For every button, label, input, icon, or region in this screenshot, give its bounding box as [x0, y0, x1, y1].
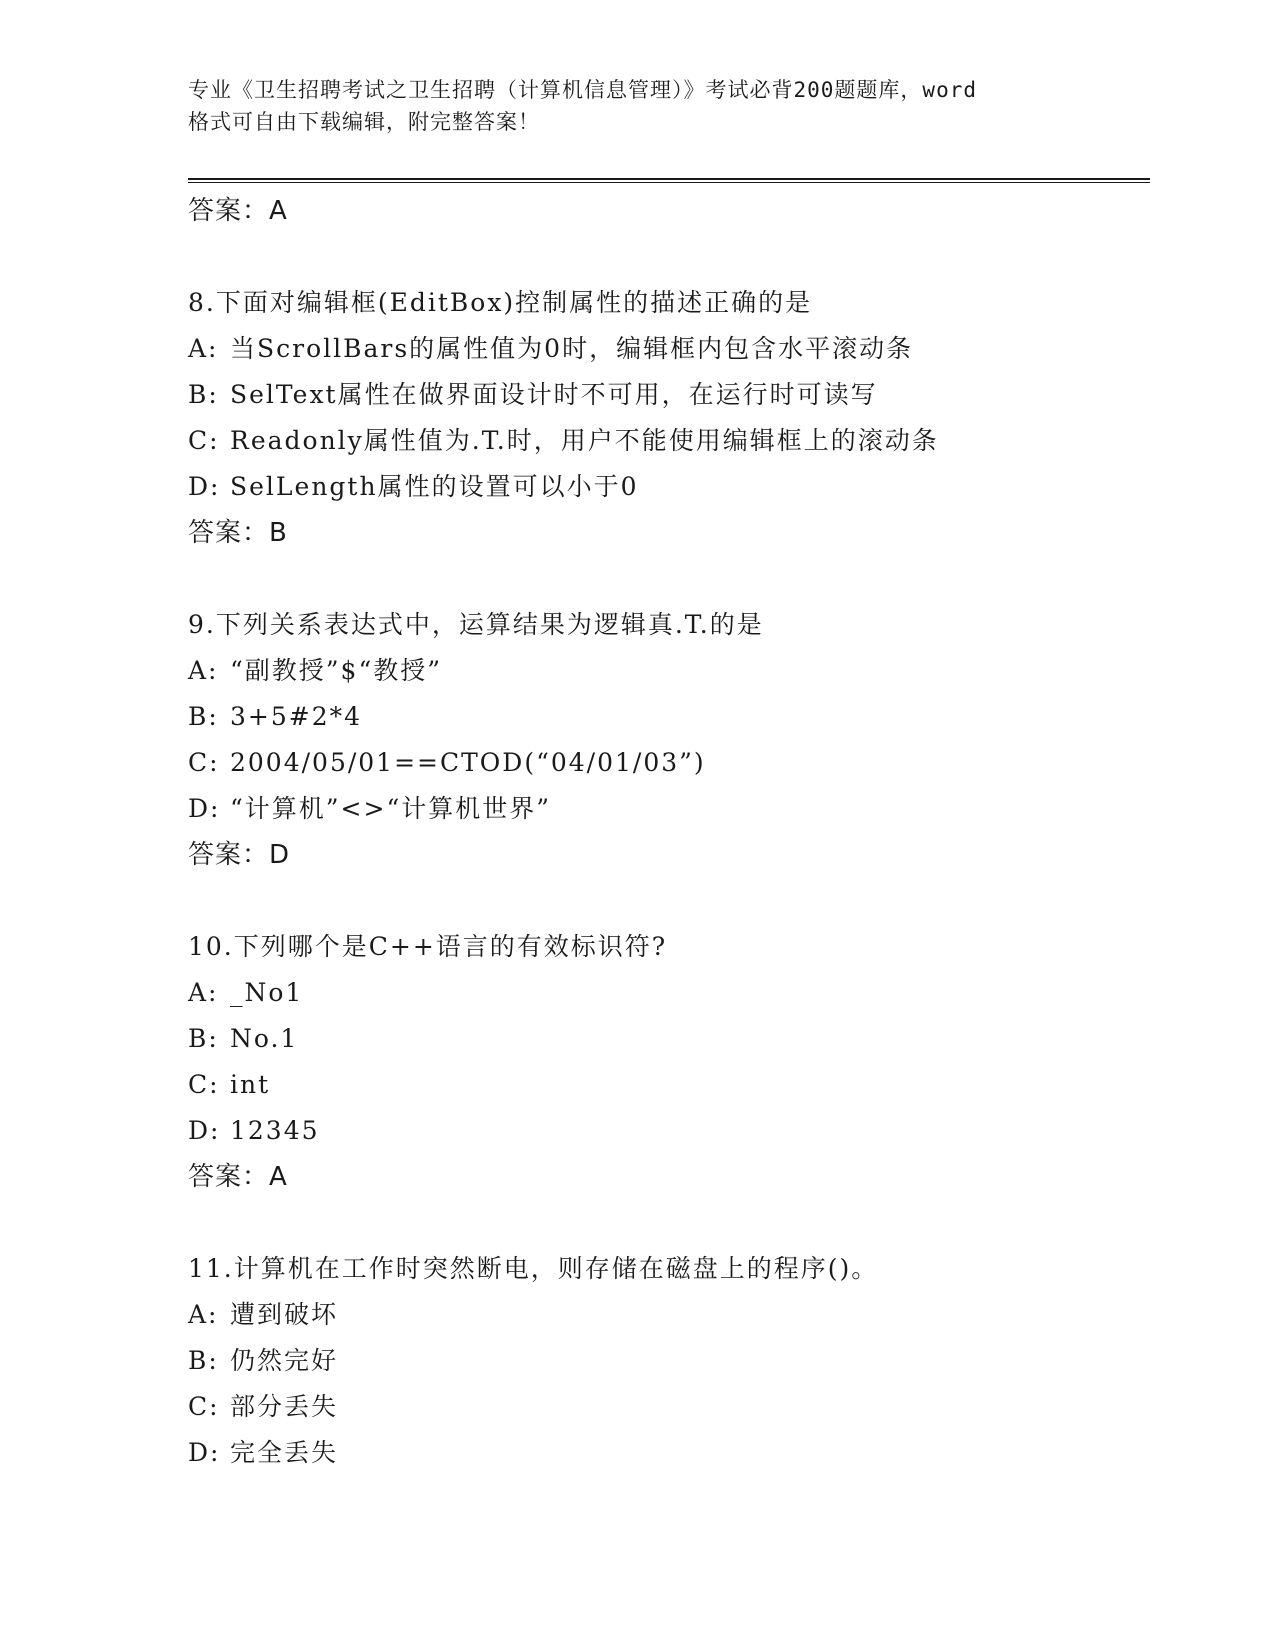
- option-key: A:: [188, 656, 219, 685]
- option-text: 2004/05/01==CTOD(“04/01/03”): [230, 748, 706, 777]
- option-text: 当ScrollBars的属性值为0时，编辑框内包含水平滚动条: [230, 334, 914, 363]
- option-key: C:: [188, 748, 220, 777]
- option-text: 部分丢失: [230, 1392, 339, 1421]
- question-block: [188, 1246, 1148, 1476]
- answer-line: 答案：D: [188, 840, 291, 870]
- option-text: No.1: [230, 1024, 299, 1053]
- header-line-2: 格式可自由下载编辑，附完整答案！: [188, 110, 540, 134]
- spacer: [188, 878, 1148, 924]
- header-line-1: 专业《卫生招聘考试之卫生招聘（计算机信息管理）》考试必背200题题库，word: [188, 78, 977, 102]
- option-d: [188, 1108, 1148, 1154]
- spacer: [188, 556, 1148, 602]
- option-b: [188, 1338, 1148, 1384]
- option-a: [188, 1292, 1148, 1338]
- option-text: SelLength属性的设置可以小于0: [230, 472, 639, 501]
- option-d: [188, 464, 1148, 510]
- option-text: Readonly属性值为.T.时，用户不能使用编辑框上的滚动条: [230, 426, 939, 455]
- option-key: D:: [188, 1116, 221, 1145]
- option-c: [188, 1384, 1148, 1430]
- option-a: [188, 326, 1148, 372]
- option-key: B:: [188, 380, 219, 409]
- document-header: [188, 74, 1088, 138]
- option-c: [188, 1062, 1148, 1108]
- option-key: B:: [188, 1346, 219, 1375]
- question-text: 11.计算机在工作时突然断电，则存储在磁盘上的程序()。: [188, 1254, 879, 1283]
- option-key: A:: [188, 1300, 219, 1329]
- option-c: [188, 418, 1148, 464]
- option-key: B:: [188, 1024, 219, 1053]
- option-text: “计算机”<>“计算机世界”: [230, 794, 552, 823]
- option-b: [188, 372, 1148, 418]
- option-text: SelText属性在做界面设计时不可用，在运行时可读写: [230, 380, 878, 409]
- option-key: D:: [188, 794, 221, 823]
- question-block: [188, 602, 1148, 878]
- option-text: “副教授”$“教授”: [230, 656, 443, 685]
- option-d: [188, 1430, 1148, 1476]
- option-text: 3+5#2*4: [230, 702, 363, 731]
- option-d: [188, 786, 1148, 832]
- question-text: 9.下列关系表达式中，运算结果为逻辑真.T.的是: [188, 610, 764, 639]
- option-key: C:: [188, 1070, 220, 1099]
- header-rule-thin: [188, 182, 1150, 183]
- option-a: [188, 648, 1148, 694]
- option-text: 遭到破坏: [230, 1300, 339, 1329]
- spacer: [188, 234, 1148, 280]
- option-key: A:: [188, 978, 219, 1007]
- option-text: int: [230, 1070, 271, 1099]
- answer-line: 答案：A: [188, 1162, 288, 1192]
- option-b: [188, 1016, 1148, 1062]
- question-block: [188, 280, 1148, 556]
- option-c: [188, 740, 1148, 786]
- option-key: C:: [188, 1392, 220, 1421]
- option-key: D:: [188, 472, 221, 501]
- option-text: _No1: [230, 978, 304, 1007]
- option-key: D:: [188, 1438, 221, 1467]
- question-list: [188, 188, 1148, 1476]
- spacer: [188, 1200, 1148, 1246]
- option-text: 完全丢失: [230, 1438, 339, 1467]
- previous-answer: 答案：A: [188, 196, 288, 226]
- option-key: A:: [188, 334, 219, 363]
- question-text: 8.下面对编辑框(EditBox)控制属性的描述正确的是: [188, 288, 813, 317]
- header-rule-thick: [188, 178, 1150, 180]
- option-key: B:: [188, 702, 219, 731]
- question-block: [188, 924, 1148, 1200]
- question-text: 10.下列哪个是C++语言的有效标识符?: [188, 932, 668, 961]
- option-b: [188, 694, 1148, 740]
- answer-line: 答案：B: [188, 518, 288, 548]
- option-a: [188, 970, 1148, 1016]
- option-text: 仍然完好: [230, 1346, 339, 1375]
- option-text: 12345: [230, 1116, 320, 1145]
- option-key: C:: [188, 426, 220, 455]
